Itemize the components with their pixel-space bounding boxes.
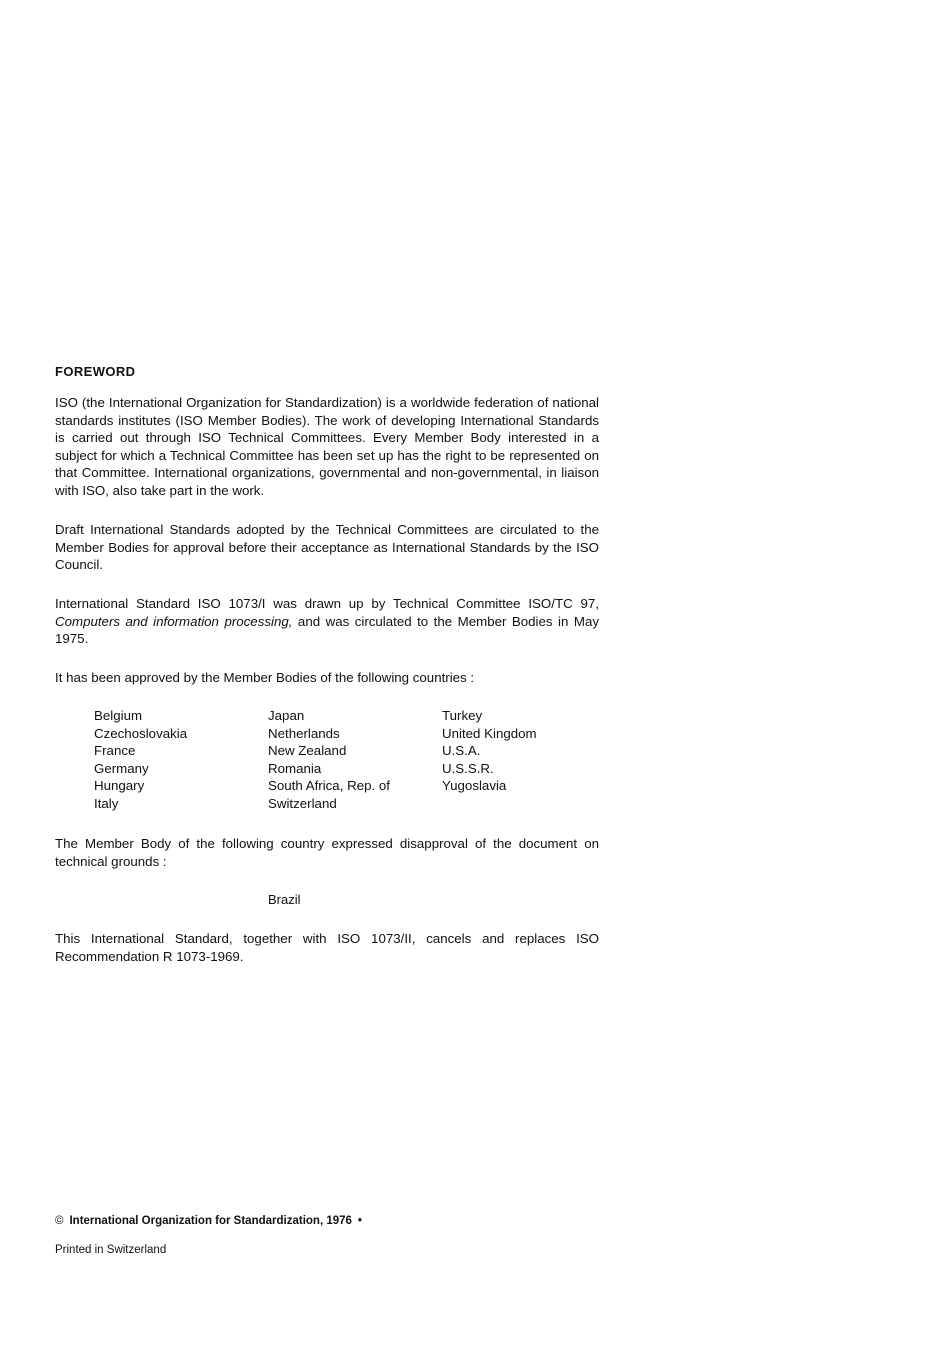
- country-item: Germany: [94, 760, 149, 776]
- origin-text-prefix: International Standard ISO 1073/I was drawn up by Technical Committee ISO/TC 97,: [55, 596, 599, 611]
- country-item: New Zealand: [268, 743, 347, 759]
- country-item: U.S.A.: [442, 743, 481, 759]
- copyright-line: [55, 1215, 362, 1227]
- approval-intro: It has been approved by the Member Bodies of the following countries :: [55, 670, 475, 685]
- country-item: Romania: [268, 760, 322, 776]
- foreword-heading: FOREWORD: [55, 364, 136, 379]
- country-item: United Kingdom: [442, 725, 537, 741]
- printed-in-note: Printed in Switzerland: [55, 1244, 167, 1256]
- country-item: Turkey: [442, 708, 483, 723]
- country-item: Switzerland: [268, 795, 337, 811]
- country-item: Hungary: [94, 778, 145, 794]
- foreword-paragraph-drafts: Draft International Standards adopted by the Technical Committees are circulated to the Member Bodies for approval before their acceptance as International Standards by the ISO Council.: [55, 522, 599, 573]
- country-item: U.S.S.R.: [442, 760, 494, 776]
- country-item: Italy: [94, 795, 119, 811]
- origin-text-suffix: and was circulated to the Member Bodies in May 1975.: [55, 613, 599, 647]
- replacement-note: This International Standard, together with ISO 1073/II, cancels and replaces ISO Recommendation R 1073-1969.: [55, 931, 599, 964]
- country-item: Japan: [268, 708, 305, 723]
- country-item: Netherlands: [268, 725, 340, 741]
- countries-column-3: [442, 707, 537, 795]
- disapproving-country: Brazil: [268, 892, 301, 907]
- country-item: South Africa, Rep. of: [268, 778, 390, 794]
- country-item: Belgium: [94, 708, 143, 723]
- country-item: France: [94, 743, 136, 759]
- committee-title: Computers and information processing,: [55, 613, 293, 629]
- bullet-icon: •: [357, 1215, 362, 1227]
- foreword-paragraph-iso: ISO (the International Organization for Standardization) is a worldwide federation of national standards institutes (ISO Member Bodies). The work of developing International Standards is carried out through ISO Technical Committees. Every Member Body interested in a subject for which a Technical Committee has been set up has the right to be represented on that Committee. International organizations, governmental and non-governmental, in liaison with ISO, also take part in the work.: [55, 395, 599, 498]
- disapproval-intro: The Member Body of the following country expressed disapproval of the document on technical grounds :: [55, 836, 599, 869]
- country-item: Yugoslavia: [442, 778, 507, 794]
- countries-column-2: [268, 707, 390, 813]
- copyright-icon: ©: [55, 1215, 64, 1227]
- countries-column-1: [94, 707, 187, 813]
- copyright-text: International Organization for Standardization, 1976: [69, 1215, 352, 1227]
- foreword-paragraph-origin: [55, 595, 599, 648]
- country-item: Czechoslovakia: [94, 725, 188, 741]
